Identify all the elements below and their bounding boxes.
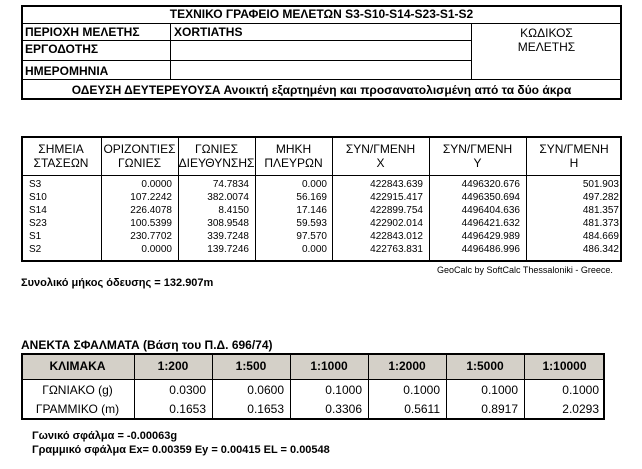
scale-header: 1:200 (157, 359, 189, 373)
date-label: ΗΜΕΡΟΜΗΝΙΑ (25, 64, 109, 78)
tolerance-value: 0.1000 (562, 383, 599, 397)
tolerance-value: 0.1000 (325, 383, 362, 397)
side-length-cell: 0.000 (301, 179, 327, 190)
scale-header: 1:500 (235, 359, 267, 373)
coord-h-cell: 497.282 (582, 192, 619, 203)
horizontal-angle-cell: 107.2242 (130, 192, 172, 203)
divider (21, 40, 471, 41)
tolerance-label: ΓΡΑΜΜΙΚΟ (m) (35, 402, 120, 416)
coord-y-cell: 4496429.989 (461, 231, 520, 242)
coord-x-cell: 422902.014 (370, 218, 423, 229)
station-cell: S14 (29, 205, 47, 216)
coord-h-cell: 486.342 (582, 244, 619, 255)
tolerance-value: 0.3306 (325, 402, 362, 416)
bearing-cell: 74.7834 (212, 179, 249, 190)
tolerance-value: 0.1000 (403, 383, 440, 397)
column-header: ΠΛΕΥΡΩΝ (264, 156, 323, 170)
tolerance-value: 0.1000 (481, 383, 518, 397)
coord-x-cell: 422899.754 (370, 205, 423, 216)
column-header: ΜΗΚΗ (275, 142, 312, 156)
horizontal-angle-cell: 100.5399 (130, 218, 172, 229)
study-code-label: ΚΩΔΙΚΟΣ (520, 26, 573, 40)
column-header: ΣΗΜΕΙΑ (38, 142, 84, 156)
tolerance-label: ΓΩΝΙΑΚΟ (g) (42, 383, 113, 397)
bearing-cell: 339.7248 (207, 231, 249, 242)
side-length-cell: 0.000 (301, 244, 327, 255)
divider (170, 23, 171, 79)
tolerances-title: ΑΝΕΚΤΑ ΣΦΑΛΜΑΤΑ (Βάση του Π.Δ. 696/74) (21, 338, 273, 352)
scale-header: 1:10000 (542, 359, 587, 373)
side-length-cell: 97.570 (296, 231, 327, 242)
scale-header: 1:5000 (466, 359, 504, 373)
study-code-label: ΜΕΛΕΤΗΣ (517, 40, 576, 54)
area-label: ΠΕΡΙΟΧΗ ΜΕΛΕΤΗΣ (25, 25, 140, 39)
station-cell: S1 (29, 231, 42, 242)
tolerance-value: 0.0300 (169, 383, 206, 397)
coord-y-cell: 4496421.632 (461, 218, 520, 229)
software-credit: GeoCalc by SoftCalc Thessaloniki - Greece. (437, 265, 613, 275)
linear-error: Γραμμικό σφάλμα Ex= 0.00359 Ey = 0.00415 EL = 0.00548 (32, 444, 330, 456)
coord-h-cell: 481.357 (582, 205, 619, 216)
coord-h-cell: 481.373 (582, 218, 619, 229)
side-length-cell: 59.593 (296, 218, 327, 229)
tolerance-value: 0.1653 (169, 402, 206, 416)
column-header: ΣΤΑΣΕΩΝ (33, 156, 89, 170)
column-header: ΓΩΝΙΕΣ (117, 156, 161, 170)
bearing-cell: 308.9548 (207, 218, 249, 229)
angular-error: Γωνικό σφάλμα = -0.00063g (32, 430, 178, 442)
coord-y-cell: 4496486.996 (461, 244, 520, 255)
station-cell: S3 (29, 179, 42, 190)
divider (21, 379, 605, 380)
coord-y-cell: 4496320.676 (461, 179, 520, 190)
traverse-subtitle: ΟΔΕΥΣΗ ΔΕΥΤΕΡΕΥΟΥΣΑ Ανοικτή εξαρτημένη και προσανατολισμένη από τα δύο άκρα (71, 83, 572, 97)
divider (21, 175, 622, 176)
side-length-cell: 17.146 (296, 205, 327, 216)
tolerance-value: 0.8917 (481, 402, 518, 416)
horizontal-angle-cell: 230.7702 (130, 231, 172, 242)
coord-x-cell: 422843.639 (370, 179, 423, 190)
divider (21, 60, 471, 61)
column-header: ΣΥΝ/ΓΜΕΝΗ (345, 142, 416, 156)
coord-h-cell: 501.903 (582, 179, 619, 190)
scale-header: 1:2000 (388, 359, 426, 373)
coord-h-cell: 484.669 (582, 231, 619, 242)
tolerance-value: 0.5611 (404, 402, 440, 416)
station-cell: S23 (29, 218, 47, 229)
bearing-cell: 139.7246 (207, 244, 249, 255)
horizontal-angle-cell: 0.0000 (141, 179, 172, 190)
column-header: H (569, 156, 579, 170)
coord-y-cell: 4496350.694 (461, 192, 520, 203)
column-header: X (376, 156, 385, 170)
column-header: ΔΙΕΥΘΥΝΣΗΣ (178, 156, 255, 170)
divider (21, 79, 622, 80)
document-title: ΤΕΧΝΙΚΟ ΓΡΑΦΕΙΟ ΜΕΛΕΤΩΝ S3-S10-S14-S23-S1-S2 (169, 7, 474, 21)
bearing-cell: 382.0074 (207, 192, 249, 203)
tolerance-value: 0.0600 (247, 383, 284, 397)
scale-header: 1:1000 (310, 359, 348, 373)
scale-header: ΚΛΙΜΑΚΑ (49, 359, 106, 373)
column-header: ΣΥΝ/ΓΜΕΝΗ (442, 142, 513, 156)
coord-x-cell: 422763.831 (370, 244, 423, 255)
horizontal-angle-cell: 0.0000 (141, 244, 172, 255)
station-cell: S10 (29, 192, 47, 203)
area-value: XORTIATHS (174, 25, 243, 39)
side-length-cell: 56.169 (296, 192, 327, 203)
tolerance-value: 0.1653 (247, 402, 284, 416)
coord-x-cell: 422915.417 (370, 192, 423, 203)
horizontal-angle-cell: 226.4078 (130, 205, 172, 216)
coord-x-cell: 422843.012 (370, 231, 423, 242)
column-header: ΓΩΝΙΕΣ (194, 142, 238, 156)
divider (21, 23, 622, 24)
coord-y-cell: 4496404.636 (461, 205, 520, 216)
owner-label: ΕΡΓΟΔΟΤΗΣ (25, 42, 99, 56)
column-header: Y (473, 156, 482, 170)
bearing-cell: 8.4150 (218, 205, 249, 216)
column-header: ΣΥΝ/ΓΜΕΝΗ (539, 142, 609, 156)
station-cell: S2 (29, 244, 42, 255)
tolerance-value: 2.0293 (562, 402, 599, 416)
column-header: ΟΡΙΖΟΝΤΙΕΣ (103, 142, 176, 156)
total-length: Συνολικό μήκος όδευσης = 132.907m (21, 277, 214, 289)
